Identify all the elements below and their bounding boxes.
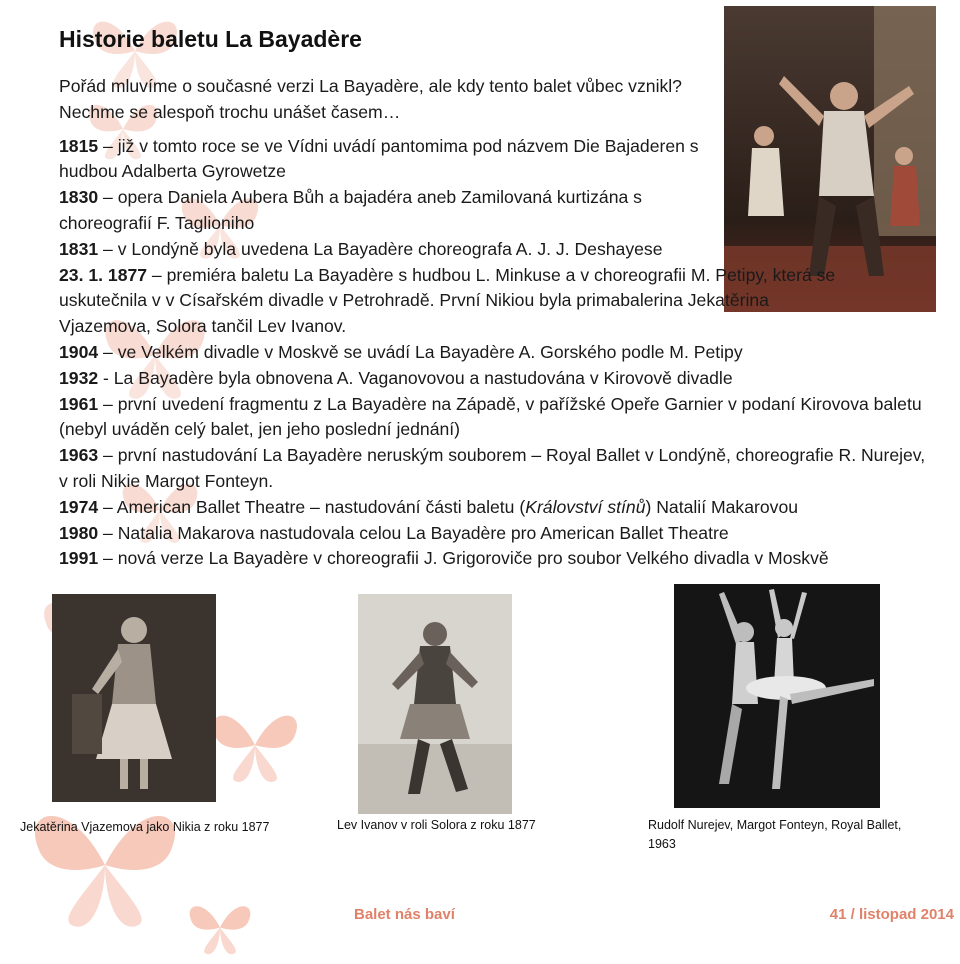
timeline-text: – první uvedení fragmentu z La Bayadère na Západě, v pařížské Opeře Garnier v podaní Kirovova baletu (nebyl uváděn celý balet, jen jeho poslední jednání) [59,393,922,440]
timeline-year: 1963 [59,445,99,466]
timeline-year: 1974 [59,496,99,517]
timeline-text: – první nastudování La Bayadère neruským souborem – Royal Ballet v Londýně, choreografie R. Nurejev, v roli Nikie Margot Fonteyn. [59,445,926,491]
timeline-item [59,521,934,547]
butterfly-icon [10,790,200,940]
intro-paragraph [59,74,699,126]
timeline-year: 23. 1. 1877 [59,264,148,285]
timeline-item [59,392,934,444]
timeline-item [59,340,934,366]
photo-ivanov [358,594,512,814]
timeline-text: – v Londýně byla uvedena La Bayadère choreografa A. J. J. Deshayese [98,238,663,259]
timeline-item [59,546,934,572]
article-body [59,74,934,572]
timeline-text: – Natalia Makarova nastudovala celou La Bayadère pro American Ballet Theatre [98,522,729,543]
timeline-text: – American Ballet Theatre – nastudování části baletu ( [98,496,526,517]
timeline-year: 1815 [59,135,99,156]
timeline-text: – nová verze La Bayadère v choreografii J. Grigoroviče pro soubor Velkého divadla v Moskvě [98,548,829,569]
timeline-item [59,495,934,521]
timeline-year: 1904 [59,341,99,362]
timeline-year: 1831 [59,238,99,259]
footer-page-issue: 41 / listopad 2014 [829,906,954,923]
timeline-text: ) Natalií Makarovou [645,496,799,517]
butterfly-icon [200,690,310,800]
timeline-text: – ve Velkém divadle v Moskvě se uvádí La Bayadère A. Gorského podle M. Petipy [98,341,743,362]
timeline-year: 1991 [59,548,99,569]
timeline-year: 1932 [59,367,99,388]
timeline-text: – již v tomto roce se ve Vídni uvádí pantomima pod názvem Die Bajaderen s hudbou Adalberta Gyrowetze [59,135,699,182]
timeline-item [59,366,934,392]
timeline-emphasis: Království stínů [525,496,646,517]
timeline-text: – opera Daniela Aubera Bůh a bajadéra aneb Zamilovaná kurtizána s choreografií F. Taglioniho [59,187,642,233]
photo-nurejev-fonteyn [674,584,880,808]
caption-ivanov: Lev Ivanov v roli Solora z roku 1877 [337,818,536,832]
photo-vjazemova [52,594,216,802]
timeline-item [59,237,699,263]
timeline-year: 1961 [59,393,99,414]
timeline-item [59,134,699,186]
intro-text: Pořád mluvíme o současné verzi La Bayadère, ale kdy tento balet vůbec vznikl? Nechme se alespoň trochu unášet časem… [59,76,682,122]
caption-nurejev-fonteyn: Rudolf Nurejev, Margot Fonteyn, Royal Ballet, 1963 [648,818,902,851]
page-title: Historie baletu La Bayadère [59,26,362,52]
timeline-item [59,443,934,495]
timeline-text: – premiéra baletu La Bayadère s hudbou L. Minkuse a v choreografii M. Petipy, která se uskutečnila v v Císařském divadle v Petrohradě. První Nikiou byla primabalerina Jekatěrina Vjazemova, Solora tančil Lev Ivanov. [59,264,836,337]
timeline-item [59,263,859,340]
timeline-item [59,185,699,237]
butterfly-icon [180,895,260,960]
timeline-year: 1830 [59,187,99,208]
footer-magazine-name: Balet nás baví [354,906,455,923]
timeline-year: 1980 [59,522,99,543]
timeline-text: - La Bayadère byla obnovena A. Vaganovovou a nastudována v Kirovově divadle [98,367,733,388]
caption-vjazemova: Jekatěrina Vjazemova jako Nikia z roku 1877 [20,820,270,834]
